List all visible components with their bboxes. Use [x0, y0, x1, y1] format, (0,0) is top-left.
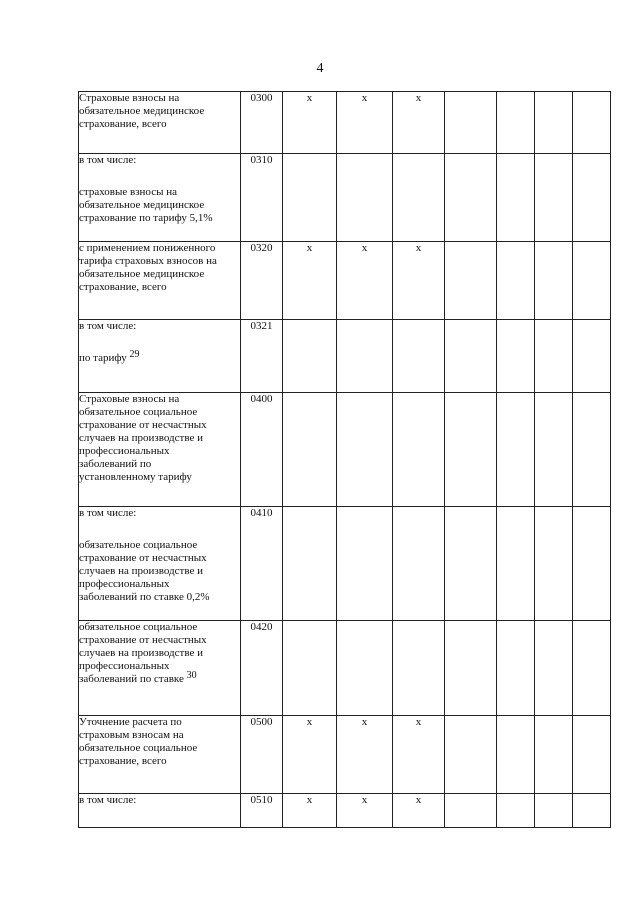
value-cell: x: [283, 716, 337, 794]
value-cell: [573, 320, 611, 393]
description-line: профессиональных: [79, 578, 170, 590]
description-line: Уточнение расчета по: [79, 716, 182, 728]
value-cell: [283, 393, 337, 507]
description-line: в том числе:: [79, 507, 137, 519]
value-cell: [573, 507, 611, 621]
row-description: [79, 320, 241, 393]
value-cell: x: [393, 92, 445, 154]
value-cell: x: [393, 716, 445, 794]
value-cell: [573, 621, 611, 716]
description-line: обязательное социальное: [79, 539, 198, 551]
value-cell: [393, 393, 445, 507]
description-line: страхование от несчастных: [79, 552, 207, 564]
row-description: [79, 92, 241, 154]
row-code: 0400: [241, 393, 283, 507]
value-cell: [445, 92, 497, 154]
line-text: заболеваний по ставке: [79, 673, 184, 685]
table-row: [79, 507, 611, 621]
value-cell: [535, 242, 573, 320]
description-line: Страховые взносы на: [79, 92, 180, 104]
value-cell: [393, 320, 445, 393]
description-line: случаев на производстве и: [79, 647, 203, 659]
row-code: 0420: [241, 621, 283, 716]
description-line: обязательное медицинское: [79, 105, 205, 117]
description-line: профессиональных: [79, 445, 170, 457]
footnote-ref: 29: [129, 349, 140, 360]
description-line: [79, 670, 240, 686]
description-line: страховым взносам на: [79, 729, 184, 741]
row-code: 0410: [241, 507, 283, 621]
row-description: [79, 794, 241, 828]
value-cell: x: [283, 92, 337, 154]
value-cell: [535, 621, 573, 716]
value-cell: [535, 794, 573, 828]
value-cell: x: [283, 794, 337, 828]
value-cell: x: [337, 794, 393, 828]
insurance-contributions-table: [78, 91, 611, 828]
value-cell: [445, 507, 497, 621]
value-cell: [393, 507, 445, 621]
value-cell: x: [337, 92, 393, 154]
value-cell: [573, 716, 611, 794]
row-code: 0300: [241, 92, 283, 154]
value-cell: [573, 794, 611, 828]
row-description: [79, 621, 241, 716]
value-cell: [283, 154, 337, 242]
value-cell: [337, 507, 393, 621]
value-cell: [497, 92, 535, 154]
row-description: [79, 393, 241, 507]
value-cell: [535, 393, 573, 507]
value-cell: [445, 320, 497, 393]
description-line: [79, 349, 240, 365]
value-cell: [497, 507, 535, 621]
row-code: 0500: [241, 716, 283, 794]
table-row: [79, 621, 611, 716]
description-line: страхование, всего: [79, 281, 167, 293]
row-code: 0510: [241, 794, 283, 828]
description-line: в том числе:: [79, 794, 137, 806]
value-cell: [535, 507, 573, 621]
description-line: в том числе:: [79, 320, 137, 332]
value-cell: [445, 621, 497, 716]
value-cell: [445, 154, 497, 242]
description-line: обязательное медицинское: [79, 199, 205, 211]
value-cell: [337, 320, 393, 393]
value-cell: [497, 621, 535, 716]
description-line: обязательное социальное: [79, 742, 198, 754]
value-cell: x: [393, 242, 445, 320]
description-line: профессиональных: [79, 660, 170, 672]
table-row: [79, 320, 611, 393]
description-line: страхование от несчастных: [79, 419, 207, 431]
value-cell: x: [393, 794, 445, 828]
value-cell: [393, 621, 445, 716]
value-cell: [497, 242, 535, 320]
value-cell: [497, 320, 535, 393]
value-cell: [283, 320, 337, 393]
value-cell: [535, 716, 573, 794]
description-line: страховые взносы на: [79, 186, 177, 198]
value-cell: [337, 621, 393, 716]
value-cell: [573, 393, 611, 507]
description-line: заболеваний по ставке 0,2%: [79, 591, 210, 603]
block-gap: [79, 333, 240, 352]
value-cell: [393, 154, 445, 242]
value-cell: [497, 794, 535, 828]
value-cell: [445, 716, 497, 794]
value-cell: [573, 242, 611, 320]
table-row: [79, 242, 611, 320]
value-cell: [283, 621, 337, 716]
line-text: по тарифу: [79, 352, 127, 364]
description-line: страхование, всего: [79, 755, 167, 767]
description-line: страхование от несчастных: [79, 634, 207, 646]
description-line: в том числе:: [79, 154, 137, 166]
value-cell: x: [337, 242, 393, 320]
value-cell: [445, 242, 497, 320]
page-number: 4: [316, 61, 324, 76]
value-cell: [573, 92, 611, 154]
row-code: 0321: [241, 320, 283, 393]
value-cell: [497, 393, 535, 507]
row-code: 0320: [241, 242, 283, 320]
row-description: [79, 154, 241, 242]
value-cell: x: [283, 242, 337, 320]
footnote-ref: 30: [186, 670, 197, 681]
row-code: 0310: [241, 154, 283, 242]
description-line: обязательное социальное: [79, 621, 198, 633]
description-line: обязательное медицинское: [79, 268, 205, 280]
value-cell: [497, 154, 535, 242]
description-line: с применением пониженного: [79, 242, 216, 254]
block-gap: [79, 167, 240, 186]
description-line: случаев на производстве и: [79, 432, 203, 444]
description-line: случаев на производстве и: [79, 565, 203, 577]
value-cell: [535, 154, 573, 242]
description-line: страхование, всего: [79, 118, 167, 130]
value-cell: [573, 154, 611, 242]
value-cell: [337, 154, 393, 242]
table-row: [79, 92, 611, 154]
value-cell: [445, 794, 497, 828]
value-cell: [337, 393, 393, 507]
value-cell: [497, 716, 535, 794]
value-cell: [445, 393, 497, 507]
value-cell: [535, 320, 573, 393]
value-cell: x: [337, 716, 393, 794]
value-cell: [535, 92, 573, 154]
table-row: [79, 716, 611, 794]
table-row: [79, 154, 611, 242]
description-line: установленному тарифу: [79, 471, 192, 483]
description-line: тарифа страховых взносов на: [79, 255, 217, 267]
block-gap: [79, 520, 240, 539]
description-line: обязательное социальное: [79, 406, 198, 418]
table-row: [79, 393, 611, 507]
value-cell: [283, 507, 337, 621]
row-description: [79, 507, 241, 621]
row-description: [79, 242, 241, 320]
description-line: страхование по тарифу 5,1%: [79, 212, 213, 224]
row-description: [79, 716, 241, 794]
table-row: [79, 794, 611, 828]
description-line: Страховые взносы на: [79, 393, 180, 405]
description-line: заболеваний по: [79, 458, 152, 470]
